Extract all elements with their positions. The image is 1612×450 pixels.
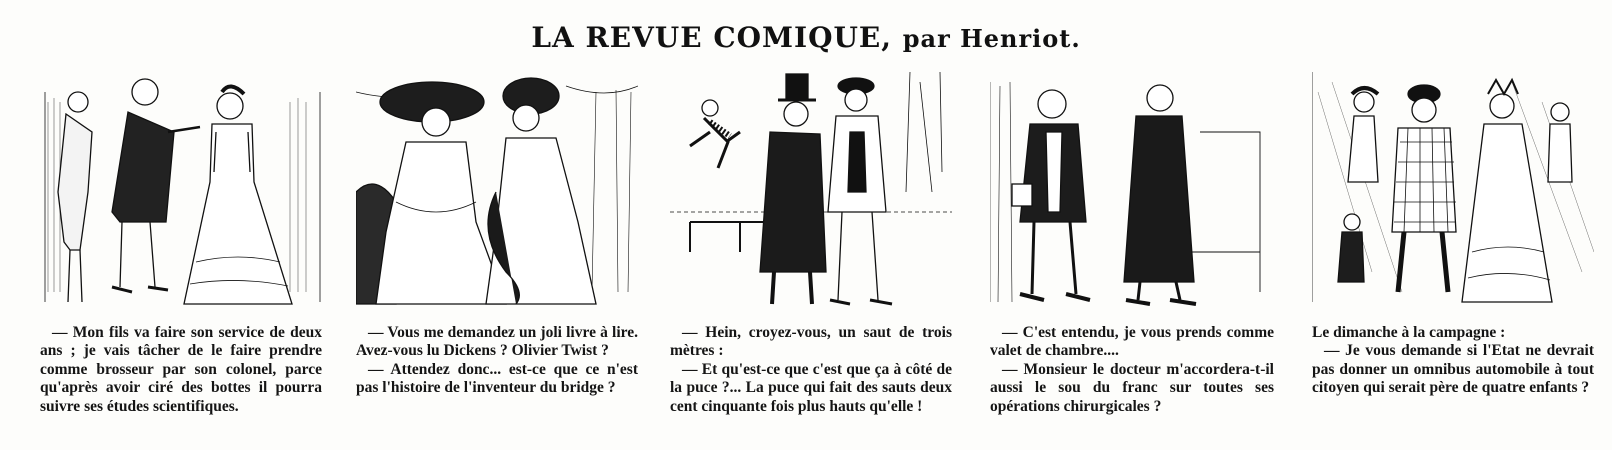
panel-1-caption xyxy=(40,324,322,416)
panel-2-illustration xyxy=(356,72,638,314)
title-author: par Henriot. xyxy=(902,24,1081,53)
panel-5-caption xyxy=(1312,324,1594,398)
panel-3-caption xyxy=(670,324,952,416)
panel-3-dialogue-2: — Et qu'est-ce que c'est que ça à côté de la puce ?... La puce qui fait des sauts deux cent cinquante fois plus hauts qu'elle ! xyxy=(670,360,952,415)
panel-4-dialogue-2: — Monsieur le docteur m'accordera-t-il aussi le sou du franc sur toutes ses opérations chirurgicales ? xyxy=(990,360,1274,415)
panel-1-dialogue-1: — Mon fils va faire son service de deux ans ; je vais tâcher de le faire prendre comme brosseur par son colonel, parce qu'après avoir ciré des bottes il pourra suivre ses études scientifiques. xyxy=(40,324,322,415)
panel-4-dialogue-1: — C'est entendu, je vous prends comme valet de chambre.... xyxy=(990,324,1274,360)
panel-5-intro: Le dimanche à la campagne : xyxy=(1312,324,1506,341)
panel-3-dialogue-1: — Hein, croyez-vous, un saut de trois mètres : xyxy=(670,324,952,360)
panel-5-illustration xyxy=(1312,72,1594,314)
panel-3-illustration xyxy=(670,72,952,314)
page-title xyxy=(0,18,1612,59)
panel-1-illustration xyxy=(40,72,322,314)
panel-2-dialogue-1: — Vous me demandez un joli livre à lire. Avez-vous lu Dickens ? Olivier Twist ? xyxy=(356,324,638,360)
panel-5-dialogue-1: — Je vous demande si l'Etat ne devrait pas donner un omnibus automobile à tout citoyen qui serait père de quatre enfants ? xyxy=(1312,342,1594,397)
panel-4-caption xyxy=(990,324,1274,416)
panel-2-dialogue-2: — Attendez donc... est-ce que ce n'est pas l'histoire de l'inventeur du bridge ? xyxy=(356,360,638,397)
panel-2-caption xyxy=(356,324,638,398)
panel-4-illustration xyxy=(990,72,1274,314)
title-main: LA REVUE COMIQUE, xyxy=(531,21,892,54)
